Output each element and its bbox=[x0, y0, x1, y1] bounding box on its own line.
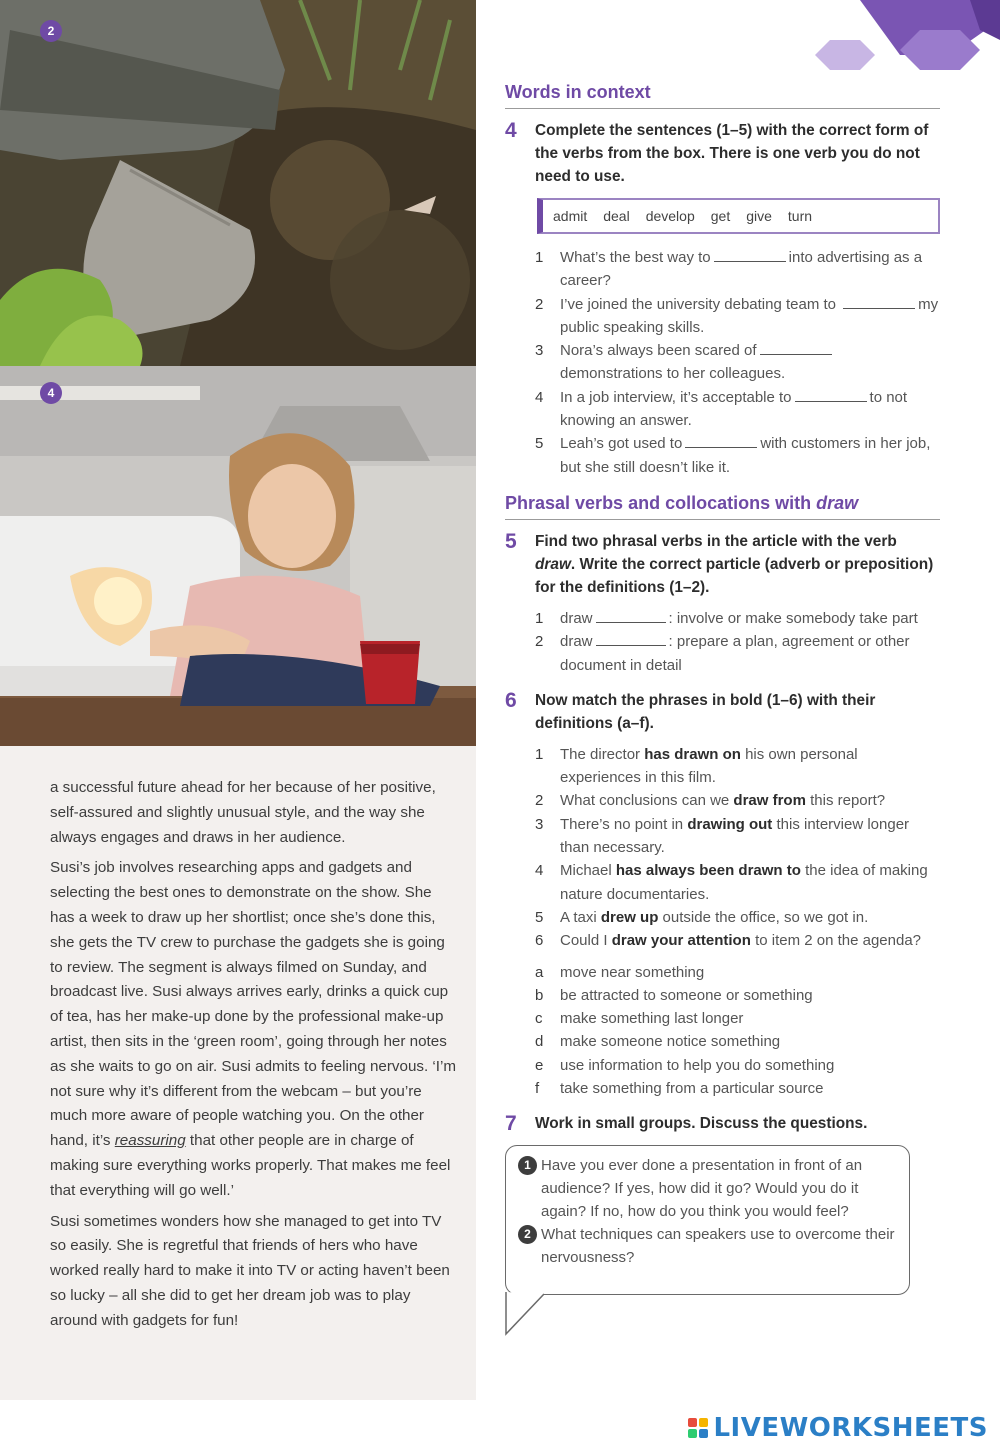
exercise-instruction: Find two phrasal verbs in the article with the verb draw. Write the correct particle (adverb or preposition) for the definitions (1–2). bbox=[535, 532, 934, 596]
article-paragraph: Susi sometimes wonders how she managed to get into TV so easily. She is regretful that friends of hers who have worked really hard to make it into TV or acting haven’t been so lucky – all she did to get her dream job was to play around with gadgets for fun! bbox=[50, 1212, 450, 1329]
liveworksheets-logo bbox=[688, 1413, 988, 1443]
exercise-5 bbox=[505, 530, 940, 599]
list-item: 3 Nora’s always been scared of demonstrations to her colleagues. bbox=[535, 339, 940, 386]
exercise-6-definitions bbox=[535, 961, 940, 1101]
answer-blank[interactable] bbox=[843, 297, 915, 309]
verb-box bbox=[537, 198, 940, 234]
exercises-column bbox=[505, 82, 940, 1295]
list-item: 4 Michael has always been drawn to the idea of making nature documentaries. bbox=[535, 862, 928, 903]
exercise-number: 5 bbox=[505, 529, 517, 553]
answer-blank[interactable] bbox=[795, 390, 867, 402]
exercise-number: 7 bbox=[505, 1112, 517, 1136]
sewing-illustration bbox=[0, 366, 476, 746]
discussion-question: 1 Have you ever done a presentation in front of an audience? If yes, how did it go? Would you do it again? If no, how do you think you would feel? bbox=[518, 1154, 897, 1223]
list-item: 2 What conclusions can we draw from this report? bbox=[535, 792, 886, 810]
list-item: 1 What’s the best way to into advertising as a career? bbox=[535, 249, 923, 290]
list-item: 2 I’ve joined the university debating team to my public speaking skills. bbox=[535, 295, 939, 336]
decorative-hexagons bbox=[800, 0, 1000, 80]
article-paragraph: a successful future ahead for her because of her positive, self-assured and slightly unusual style, and the way she always engages and draws in her audience. bbox=[50, 779, 436, 846]
exercise-number: 6 bbox=[505, 688, 517, 712]
question-number-badge: 2 bbox=[518, 1225, 537, 1244]
answer-blank[interactable] bbox=[596, 611, 666, 623]
box-word: give bbox=[746, 208, 772, 224]
exercise-instruction: Complete the sentences (1–5) with the correct form of the verbs from the box. There is one verb you do not need to use. bbox=[535, 122, 929, 185]
discussion-question: 2 What techniques can speakers use to overcome their nervousness? bbox=[518, 1223, 897, 1269]
list-item: a move near something bbox=[535, 963, 705, 981]
list-item: e use information to help you do something bbox=[535, 1056, 835, 1074]
list-item: 1 draw : involve or make somebody take part bbox=[535, 609, 918, 627]
discussion-bubble bbox=[505, 1145, 910, 1295]
exercise-instruction: Now match the phrases in bold (1–6) with their definitions (a–f). bbox=[535, 691, 876, 732]
exercise-4-sentences bbox=[535, 246, 940, 479]
box-word: get bbox=[710, 208, 731, 224]
answer-blank[interactable] bbox=[685, 436, 757, 448]
list-item: 3 There’s no point in drawing out this interview longer than necessary. bbox=[535, 815, 910, 857]
list-item: 5 A taxi drew up outside the office, so we got in. bbox=[535, 908, 869, 926]
exercise-5-items bbox=[535, 607, 940, 677]
answer-blank[interactable] bbox=[760, 343, 832, 355]
box-word: turn bbox=[787, 208, 813, 224]
list-item: 6 Could I draw your attention to item 2 on the agenda? bbox=[535, 932, 922, 950]
list-item: b be attracted to someone or something bbox=[535, 986, 813, 1004]
question-number-badge: 1 bbox=[518, 1156, 537, 1175]
box-word: admit bbox=[553, 208, 588, 224]
exercise-6-sentences bbox=[535, 743, 940, 953]
list-item: 5 Leah’s got used to with customers in her job, but she still doesn’t like it. bbox=[535, 435, 931, 476]
list-item: 4 In a job interview, it’s acceptable to to not knowing an answer. bbox=[535, 388, 908, 430]
photo-number-badge: 4 bbox=[40, 382, 62, 404]
photo-boot-shovel bbox=[0, 0, 476, 366]
exercise-instruction: Work in small groups. Discuss the questions. bbox=[535, 1115, 868, 1133]
underlined-word: reassuring bbox=[114, 1132, 186, 1150]
list-item: c make something last longer bbox=[535, 1010, 744, 1028]
box-word: deal bbox=[603, 208, 630, 224]
photo-sewing bbox=[0, 366, 476, 746]
section-title-words-in-context: Words in context bbox=[505, 82, 940, 109]
speech-bubble-tail bbox=[504, 1292, 548, 1336]
list-item: f take something from a particular source bbox=[535, 1080, 824, 1098]
exercise-number: 4 bbox=[505, 119, 517, 142]
brand-name: LIVEWORKSHEETS bbox=[713, 1413, 988, 1443]
photo-number-badge: 2 bbox=[40, 20, 62, 42]
list-item: 1 The director has drawn on his own personal experiences in this film. bbox=[535, 745, 858, 787]
logo-grid-icon bbox=[688, 1418, 708, 1438]
list-item: d make someone notice something bbox=[535, 1033, 781, 1051]
section-title-phrasal-verbs: Phrasal verbs and collocations with draw bbox=[505, 493, 940, 520]
article-paragraph: Susi’s job involves researching apps and gadgets and selecting the best ones to demonstrate on the show. She has a week to draw up her shortlist; once she’s done this, she gets the TV crew to purchase the gadgets she is going to review. The segment is always filmed on Sunday, and broadcast live. Susi always arrives early, drinks a quick cup of tea, has her make-up done by the professional make-up artist, then sits in the ‘green room’, going through her notes as she waits to go on air. Susi admits to feeling nervous. ‘I’m not sure why it’s different from the webcam – but you’re much more aware of people watching you. On the other hand, it’s reassuring that other people are in charge of making sure everything works properly. That makes me feel that everything will go well.’ bbox=[50, 859, 457, 1199]
answer-blank[interactable] bbox=[714, 250, 786, 262]
list-item: 2 draw : prepare a plan, agreement or other document in detail bbox=[535, 633, 910, 674]
exercise-6 bbox=[505, 689, 940, 735]
exercise-7 bbox=[505, 1112, 940, 1135]
exercise-4 bbox=[505, 119, 940, 188]
boot-shovel-illustration bbox=[0, 0, 476, 366]
answer-blank[interactable] bbox=[596, 634, 666, 646]
article-text bbox=[0, 746, 476, 1400]
box-word: develop bbox=[645, 208, 695, 224]
